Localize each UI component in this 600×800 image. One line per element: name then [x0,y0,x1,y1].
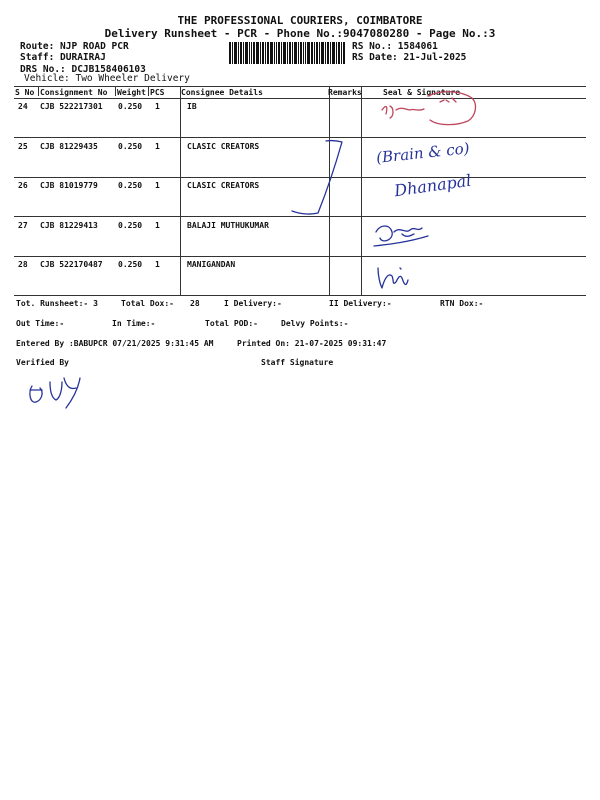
row24-seal-stamp [380,88,480,128]
row-sno: 27 [18,221,28,230]
remarks-pen-mark [290,138,345,218]
printed-on: Printed On: 21-07-2025 09:31:47 [237,339,387,348]
col-header-signature: Seal & Signature [383,88,461,97]
i-delivery: I Delivery:- [224,299,282,308]
row26-handwritten-name: Dhanapal [393,170,473,201]
row-weight: 0.250 [118,260,143,269]
tot-runsheet: Tot. Runsheet:- 3 [16,299,98,308]
drs-number: DRS No.: DCJB158406103 [20,64,146,75]
row-consignment: CJB 81229413 [40,221,98,230]
row27-signature [372,220,432,252]
row-pcs: 1 [155,181,160,190]
rtn-dox: RTN Dox:- [440,299,484,308]
row-sno: 24 [18,102,28,111]
rs-date: RS Date: 21-Jul-2025 [352,52,467,63]
entered-by: Entered By :BABUPCR 07/21/2025 9:31:45 AM [16,339,214,348]
row-consignee: CLASIC CREATORS [187,181,260,190]
barcode-image [229,42,345,64]
staff-signature-label: Staff Signature [261,358,334,367]
row-consignment: CJB 522217301 [40,102,103,111]
row-sno: 25 [18,142,28,151]
row-pcs: 1 [155,142,160,151]
delvy-points: Delvy Points:- [281,319,349,328]
col-header-weight: Weight [117,88,146,97]
runsheet-subtitle: Delivery Runsheet - PCR - Phone No.:9047080280 - Page No.:3 [104,27,496,40]
row-pcs: 1 [155,102,160,111]
verified-by-label: Verified By [16,358,69,367]
row-weight: 0.250 [118,181,143,190]
col-header-sno: S No [15,88,35,97]
row-pcs: 1 [155,221,160,230]
col-header-pcs: PCS [150,88,165,97]
row-pcs: 1 [155,260,160,269]
row-consignment: CJB 81229435 [40,142,98,151]
row-consignee: MANIGANDAN [187,260,236,269]
row-sno: 28 [18,260,28,269]
row-weight: 0.250 [118,142,143,151]
row-weight: 0.250 [118,102,143,111]
row-consignee: CLASIC CREATORS [187,142,260,151]
total-dox-label: Total Dox:- [121,299,174,308]
out-time: Out Time:- [16,319,65,328]
row-consignee: BALAJI MUTHUKUMAR [187,221,269,230]
row25-handwritten-note: (Brain & co) [375,139,471,167]
staff-label: Staff: DURAIRAJ [20,52,106,63]
row-weight: 0.250 [118,221,143,230]
col-header-consignment: Consignment No [40,88,108,97]
company-name: THE PROFESSIONAL COURIERS, COIMBATORE [177,14,423,27]
row28-signature [374,262,416,292]
row-consignment: CJB 522170487 [40,260,103,269]
vehicle-label: Vehicle: Two Wheeler Delivery [24,73,190,84]
route-label: Route: NJP ROAD PCR [20,41,129,52]
row-consignee: IB [187,102,197,111]
ii-delivery: II Delivery:- [329,299,392,308]
col-header-consignee: Consignee Details [181,88,263,97]
rs-number: RS No.: 1584061 [352,41,438,52]
col-header-remarks: Remarks [328,88,362,97]
verifier-signature [28,372,90,412]
total-dox-value: 28 [190,299,200,308]
in-time: In Time:- [112,319,156,328]
row-sno: 26 [18,181,28,190]
row-consignment: CJB 81019779 [40,181,98,190]
total-pod: Total POD:- [205,319,258,328]
